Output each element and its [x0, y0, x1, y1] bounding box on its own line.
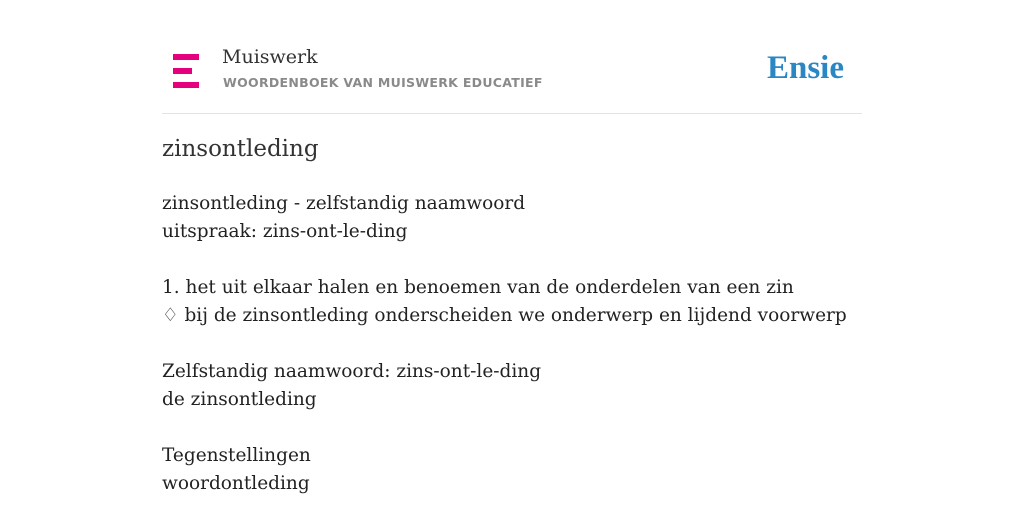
entry-article: de zinsontleding [162, 389, 317, 410]
antonym-item[interactable]: woordontleding [162, 473, 310, 494]
entry-title: zinsontleding [162, 136, 319, 162]
entry-definition: 1. het uit elkaar halen en benoemen van de onderdelen van een zin [162, 277, 794, 298]
blank-line [162, 246, 847, 274]
antonyms-heading: Tegenstellingen [162, 445, 311, 466]
site-subtitle: WOORDENBOEK VAN MUISWERK EDUCATIEF [223, 75, 543, 90]
entry-example: ♢ bij de zinsontleding onderscheiden we onderwerp en lijdend voorwerp [162, 305, 847, 326]
muiswerk-logo-icon[interactable] [173, 54, 199, 88]
entry-content [162, 190, 847, 498]
site-header [162, 44, 862, 114]
site-name[interactable]: Muiswerk [222, 46, 318, 68]
blank-line [162, 330, 847, 358]
entry-word-class: zinsontleding - zelfstandig naamwoord [162, 193, 526, 214]
entry-pronunciation: uitspraak: zins-ont-le-ding [162, 221, 408, 242]
blank-line [162, 414, 847, 442]
ensie-logo-link[interactable]: Ensie [766, 50, 844, 86]
entry-hyphenation: Zelfstandig naamwoord: zins-ont-le-ding [162, 361, 542, 382]
